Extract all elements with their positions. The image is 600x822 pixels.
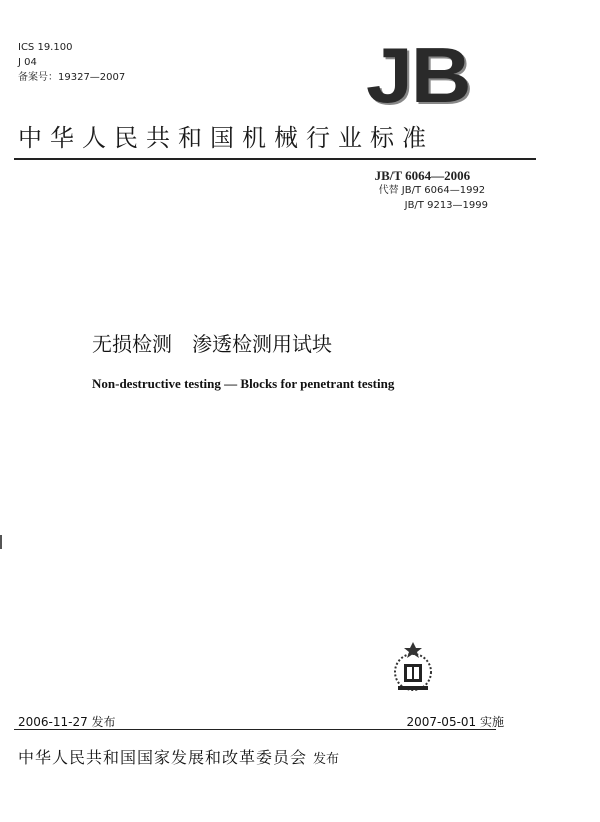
document-title-en: Non-destructive testing — Blocks for penetrant testing bbox=[92, 376, 395, 391]
filing-number: 备案号：19327—2007 bbox=[18, 72, 126, 83]
issuer bbox=[18, 745, 339, 768]
footer-divider bbox=[14, 729, 496, 730]
header-meta bbox=[18, 40, 125, 85]
publish-date: 2006-11-27 发布 bbox=[18, 715, 116, 729]
ccs-code: J 04 bbox=[18, 57, 37, 68]
ministry-emblem-icon bbox=[388, 640, 438, 696]
implement-date: 2007-05-01 实施 bbox=[406, 715, 504, 729]
standard-codes bbox=[375, 168, 488, 213]
issuer-suffix: 发布 bbox=[313, 752, 340, 767]
standard-title: 中华人民共和国机械行业标准 bbox=[18, 124, 434, 152]
issuer-name: 中华人民共和国国家发展和改革委员会 bbox=[18, 748, 308, 767]
jb-logo: JB bbox=[366, 31, 470, 119]
standard-code: JB/T 6064—2006 bbox=[374, 168, 471, 183]
header-divider bbox=[14, 158, 536, 160]
replaces-code-2: JB/T 9213—1999 bbox=[404, 200, 488, 211]
replaces-code-1: 代替 JB/T 6064—1992 bbox=[378, 185, 486, 196]
scan-edge-mark bbox=[0, 535, 2, 549]
ics-code: ICS 19.100 bbox=[18, 42, 73, 53]
document-title-zh: 无损检测 渗透检测用试块 bbox=[92, 332, 332, 356]
